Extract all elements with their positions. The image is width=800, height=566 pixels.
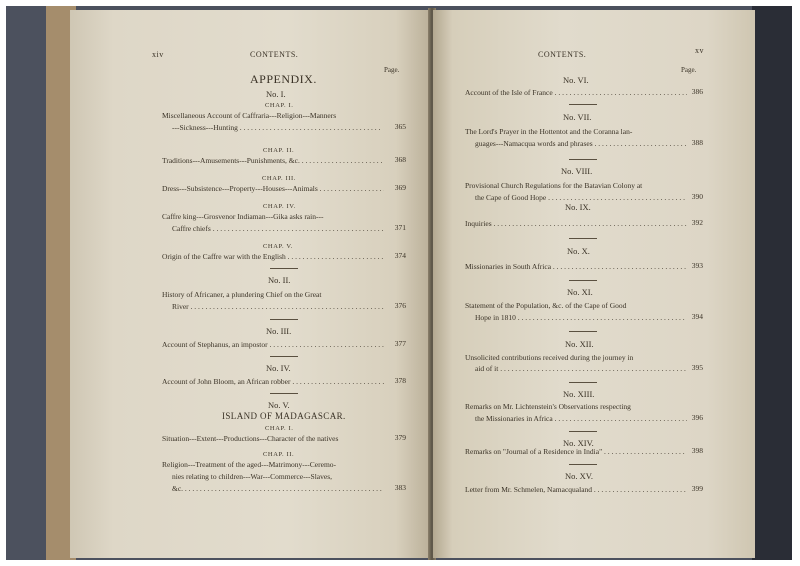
entry-text: Situation---Extent---Productions---Character of the natives xyxy=(162,434,339,443)
divider xyxy=(270,393,298,394)
section-no-10: No. X. xyxy=(567,246,590,256)
entry-page: 376 xyxy=(394,301,406,310)
entry-text: nies relating to children---War---Commerce---Slaves, xyxy=(172,472,333,481)
section-no-13: No. XIII. xyxy=(563,389,595,399)
entry-text: &c. . . . xyxy=(172,483,384,495)
chap-label: CHAP. II. xyxy=(263,451,295,458)
entry-text: Religion---Treatment of the aged---Matrimony---Ceremo- xyxy=(162,460,337,469)
section-no-7: No. VII. xyxy=(563,112,592,122)
entry-page: 393 xyxy=(691,261,703,270)
chap-label: CHAP. V. xyxy=(263,243,294,250)
entry-page: 368 xyxy=(394,155,406,164)
section-no-5: No. V. xyxy=(268,400,290,410)
chap-label: CHAP. I. xyxy=(265,102,294,109)
entry-text: the Missionaries in Africa . . . xyxy=(475,413,687,425)
entry-page: 392 xyxy=(691,218,703,227)
page-number-left: xiv xyxy=(152,50,164,59)
entry-text: Origin of the Caffre war with the English . . . xyxy=(162,251,384,263)
entry-text: Miscellaneous Account of Caffraria---Religion---Manners xyxy=(162,111,337,120)
entry-text: Provisional Church Regulations for the Batavian Colony at xyxy=(465,181,643,190)
entry-text: Caffre king---Grosvenor Indiaman---Gika asks rain--- xyxy=(162,212,324,221)
entry-text: Statement of the Population, &c. of the Cape of Good xyxy=(465,301,627,310)
entry-text: ---Sickness---Hunting . . . xyxy=(172,122,382,134)
page-number-right: xv xyxy=(695,46,704,55)
island-title: ISLAND OF MADAGASCAR. xyxy=(222,411,346,421)
section-no-4: No. IV. xyxy=(266,363,291,373)
entry-text: The Lord's Prayer in the Hottentot and the Coranna lan- xyxy=(465,127,633,136)
entry-page: 371 xyxy=(394,223,406,232)
entry-text: Letter from Mr. Schmelen, Namacqualand . . . xyxy=(465,484,687,496)
entry-page: 374 xyxy=(394,251,406,260)
entry-page: 377 xyxy=(394,339,406,348)
section-no-14: No. XIV. xyxy=(563,438,594,448)
entry-text: guages---Namacqua words and phrases . . . xyxy=(475,138,687,150)
entry-text: Hope in 1810 . . . xyxy=(475,312,687,324)
divider xyxy=(569,280,597,281)
page-header-right: CONTENTS. xyxy=(538,50,587,59)
entry-page: 394 xyxy=(691,312,703,321)
entry-page: 369 xyxy=(394,183,406,192)
entry-text: Account of John Bloom, an African robber . . . xyxy=(162,376,384,388)
section-no-15: No. XV. xyxy=(565,471,593,481)
entry-text: Dress---Subsistence---Property---Houses---Animals . . . xyxy=(162,183,384,195)
section-no-2: No. II. xyxy=(268,275,291,285)
chap-label: CHAP. IV. xyxy=(263,203,296,210)
entry-text: Unsolicited contributions received during the journey in xyxy=(465,353,634,362)
page-label-left: Page. xyxy=(384,66,400,74)
entry-text: Traditions---Amusements---Punishments, &c. . . . xyxy=(162,155,384,167)
entry-text: Missionaries in South Africa . . . xyxy=(465,261,687,273)
book-cover-edge-right xyxy=(752,6,792,560)
entry-page: 379 xyxy=(394,433,406,442)
chap-label: CHAP. III. xyxy=(262,175,296,182)
entry-page: 365 xyxy=(394,122,406,131)
divider xyxy=(569,104,597,105)
section-no-6: No. VI. xyxy=(563,75,589,85)
entry-text: Account of the Isle of France . . . xyxy=(465,87,687,99)
right-page xyxy=(433,10,755,558)
entry-text: Caffre chiefs . . . xyxy=(172,223,384,235)
chap-label: CHAP. I. xyxy=(265,425,294,432)
divider xyxy=(270,268,298,269)
entry-page: 388 xyxy=(691,138,703,147)
page-header-left: CONTENTS. xyxy=(250,50,299,59)
divider xyxy=(569,464,597,465)
divider xyxy=(270,319,298,320)
divider xyxy=(569,431,597,432)
entry-text: aid of it . . . xyxy=(475,363,687,375)
entry-text: the Cape of Good Hope . . . xyxy=(475,192,687,204)
entry-page: 378 xyxy=(394,376,406,385)
section-no-8: No. VIII. xyxy=(561,166,593,176)
entry-text: Account of Stephanus, an impostor . . . xyxy=(162,339,384,351)
section-no-11: No. XI. xyxy=(567,287,593,297)
left-page xyxy=(70,10,432,558)
section-no-9: No. IX. xyxy=(565,202,591,212)
entry-text: History of Africaner, a plundering Chief on the Great xyxy=(162,290,322,299)
chap-label: CHAP. II. xyxy=(263,147,295,154)
section-no-12: No. XII. xyxy=(565,339,594,349)
divider xyxy=(569,382,597,383)
entry-page: 396 xyxy=(691,413,703,422)
entry-page: 386 xyxy=(691,87,703,96)
entry-page: 383 xyxy=(394,483,406,492)
entry-page: 399 xyxy=(691,484,703,493)
entry-text: River . . . xyxy=(172,301,384,313)
entry-text: Inquiries . . . xyxy=(465,218,687,230)
divider xyxy=(569,331,597,332)
divider xyxy=(270,356,298,357)
divider xyxy=(569,238,597,239)
entry-text: Remarks on "Journal of a Residence in India" . . . xyxy=(465,446,687,458)
section-no-1: No. I. xyxy=(266,89,286,99)
entry-page: 398 xyxy=(691,446,703,455)
divider xyxy=(569,159,597,160)
page-label-right: Page. xyxy=(681,66,697,74)
entry-page: 390 xyxy=(691,192,703,201)
entry-page: 395 xyxy=(691,363,703,372)
entry-text: Remarks on Mr. Lichtenstein's Observations respecting xyxy=(465,402,631,411)
section-no-3: No. III. xyxy=(266,326,292,336)
appendix-title: APPENDIX. xyxy=(250,72,317,86)
